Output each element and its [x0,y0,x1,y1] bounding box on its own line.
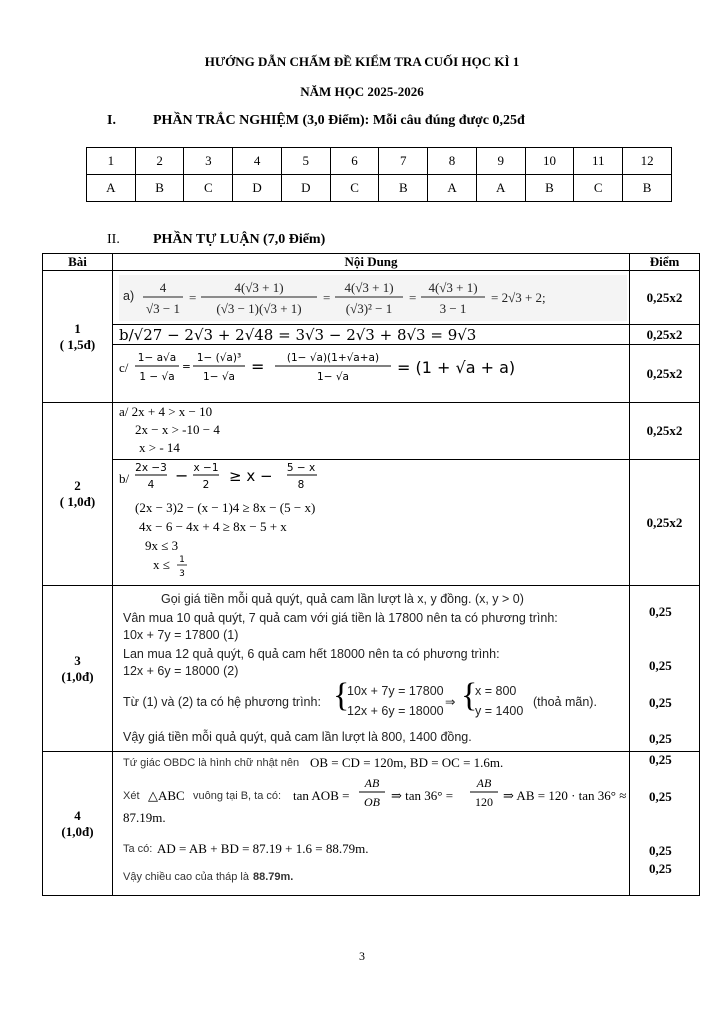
question-number: 5 [281,148,330,175]
bai3-system-eq1: 10x + 7y = 17800 [347,684,444,698]
frac-num: 1− (√a)³ [196,352,242,364]
grading-table [42,253,700,896]
frac-den: 1− √a [317,371,349,383]
bai1-a-equation [141,275,621,321]
left-brace-icon: { [461,677,478,714]
bai4-score: 0,25 [649,861,672,876]
bai1-row-a [43,271,700,325]
frac-num: AB [364,776,380,790]
bai3-line: 12x + 6y = 18000 (2) [123,664,239,678]
bai4-line1-text: Tứ giác OBDC là hình chữ nhật nên [123,757,300,769]
bai3-points: (1,0đ) [61,668,94,684]
bai2-label-cell [43,403,113,586]
svg-text:=: = [409,290,417,305]
frac-num: 4(√3 + 1) [234,280,284,295]
bai2-number: 2 [74,478,81,493]
frac-num: x −1 [193,462,219,474]
bai1-b-content [113,325,630,345]
bai3-score: 0,25 [649,731,672,746]
svg-text:=: = [189,290,197,305]
answer-letter: A [87,175,136,202]
bai2-b-line: 9x ≤ 3 [145,538,179,553]
header-diem: Điểm [630,254,700,271]
bai3-line: 10x + 7y = 17800 (1) [123,628,239,642]
frac-den: 2 [202,479,210,491]
bai3-score: 0,25 [649,604,672,619]
bai1-b-score: 0,25x2 [630,325,700,345]
bai4-triangle: △ABC [148,788,185,803]
bai4-fraction-1 [357,774,387,812]
bai1-a-label: a) [123,289,135,303]
bai3-solution-y: y = 1400 [475,704,524,718]
answer-row [87,175,672,202]
bai3-line: Vân mua 10 quả quýt, 7 quả cam với giá tiền là 17800 nên ta có phương trình: [123,611,558,625]
bai1-points: ( 1,5đ) [59,336,96,352]
frac-den: 8 [297,479,305,491]
bai3-solution-x: x = 800 [475,684,517,698]
page-number: 3 [359,949,365,963]
bai4-line4-math: AD = AB + BD = 87.19 + 1.6 = 88.79m. [157,841,369,856]
section-2-number: II. [107,232,120,247]
bai4-number: 4 [74,807,81,823]
left-brace-icon: { [333,677,350,714]
implies-arrow-icon: ⇒ [445,695,456,709]
answer-key-table [86,147,672,202]
frac-den: 1 − √a [139,371,175,383]
question-number: 1 [87,148,136,175]
answer-letter: D [281,175,330,202]
bai2-b-label: b/ [119,471,130,486]
bai4-line4-text: Ta có: [123,843,153,855]
bai3-number: 3 [74,652,81,668]
frac-den: (√3)² − 1 [345,301,393,316]
answer-letter: B [135,175,184,202]
bai3-line: Gọi giá tiền mỗi quả quýt, quả cam lần lượt là x, y đồng. (x, y > 0) [161,592,524,606]
bai4-tan-expr: tan AOB = [293,788,350,803]
frac-num: (1− √a)(1+√a+a) [286,352,380,364]
bai2-row-b [43,460,700,586]
document-title: HƯỚNG DẪN CHẤM ĐỀ KIỂM TRA CUỐI HỌC KÌ 1 [204,54,520,69]
question-number: 2 [135,148,184,175]
bai4-line1-math: OB = CD = 120m, BD = OC = 1.6m. [310,755,504,770]
frac-num: 4 [159,280,167,295]
header-row [43,254,700,271]
section-2-heading [107,232,325,248]
svg-text:=: = [251,357,265,376]
frac-num: AB [476,776,492,790]
bai1-label-cell [43,271,113,403]
frac-num: 2x −3 [135,462,167,474]
answer-letter: C [184,175,233,202]
bai3-content [113,586,630,752]
bai3-line: Lan mua 12 quả quýt, 6 quả cam hết 18000 nên ta có phương trình: [123,647,500,661]
question-number: 12 [623,148,672,175]
question-number: 3 [184,148,233,175]
bai3-system-eq2: 12x + 6y = 18000 [347,704,444,718]
question-number: 8 [428,148,477,175]
frac-num: 4(√3 + 1) [428,280,478,295]
bai1-a-score: 0,25x2 [630,271,700,325]
bai4-line2-mid: vuông tại B, ta có: [193,790,282,802]
frac-den: 3 − 1 [439,301,467,316]
question-number-row [87,148,672,175]
section-1-title: PHẦN TRẮC NGHIỆM (3,0 Điểm): Mỗi câu đúng được 0,25đ [153,113,525,128]
question-number: 7 [379,148,428,175]
bai1-b-equation: b/√27 − 2√3 + 2√48 = 3√3 − 2√3 + 8√3 = 9√3 [119,326,477,344]
svg-text:−: − [175,466,189,485]
inequality-mid: ≥ x − [229,467,273,485]
answer-letter: A [428,175,477,202]
bai4-content [113,752,630,896]
equation-end: = (1 + √a + a) [397,358,516,377]
bai1-c-content [113,345,630,403]
frac-den: 4 [147,479,155,491]
bai3-row [43,586,700,752]
bai2-a-line: a/ 2x + 4 > x − 10 [119,404,213,419]
answer-letter: B [379,175,428,202]
bai3-label-cell [43,586,113,752]
svg-text:=: = [323,290,331,305]
question-number: 10 [525,148,574,175]
bai4-score: 0,25 [649,843,672,858]
frac-num: 5 − x [286,462,316,474]
bai1-row-b [43,325,700,345]
bai2-b-line: (2x − 3)2 − (x − 1)4 ≥ 8x − (5 − x) [135,500,316,515]
bai4-implies: ⇒ tan 36° = [391,788,454,803]
answer-letter: C [574,175,623,202]
bai4-score-cell [630,752,700,896]
bai4-line5-text: Vậy chiều cao của tháp là [123,871,249,883]
question-number: 9 [476,148,525,175]
bai4-label-cell [43,752,113,896]
bai2-b-inequality [133,460,333,494]
answer-letter: A [476,175,525,202]
answer-letter: C [330,175,379,202]
bai2-b-content [113,460,630,586]
bai2-row-a [43,403,700,460]
bai3-system-intro: Từ (1) và (2) ta có hệ phương trình: [123,695,321,709]
bai2-a-content [113,403,630,460]
header-bai: Bài [43,254,113,271]
frac-den: 3 [179,569,185,579]
answer-letter: B [525,175,574,202]
bai3-note: (thoả mãn). [533,695,597,709]
bai4-row [43,752,700,896]
question-number: 4 [233,148,282,175]
bai2-points: ( 1,0đ) [59,494,96,509]
bai4-fraction-2 [468,774,500,812]
bai2-b-line: 4x − 6 − 4x + 4 ≥ 8x − 5 + x [139,519,287,534]
bai4-score: 0,25 [649,789,672,804]
frac-den: OB [364,795,380,809]
bai1-c-label: c/ [119,360,129,375]
bai4-line2-text: Xét [123,790,140,802]
bai4-ab-result: ⇒ AB = 120 · tan 36° ≈ [503,788,627,803]
bai2-b-score: 0,25x2 [630,460,700,586]
frac-den: 120 [475,795,493,809]
bai4-answer: 88.79m. [253,871,294,883]
answer-letter: D [233,175,282,202]
school-year: NĂM HỌC 2025-2026 [300,84,424,99]
header-noidung: Nội Dung [113,254,630,271]
bai2-a-line: x > - 14 [139,440,180,455]
bai4-points: (1,0đ) [61,823,94,839]
bai2-b-last-fraction [175,552,189,580]
frac-num: 4(√3 + 1) [344,280,394,295]
bai2-b-last-line: x ≤ [153,557,170,572]
frac-den: √3 − 1 [146,301,180,316]
bai3-score: 0,25 [649,658,672,673]
bai1-number: 1 [74,320,81,336]
bai1-row-c [43,345,700,403]
bai1-c-score: 0,25x2 [630,345,700,403]
bai4-score: 0,25 [649,752,672,767]
bai4-line3: 87.19m. [123,810,166,825]
question-number: 6 [330,148,379,175]
question-number: 11 [574,148,623,175]
frac-num: 1− a√a [137,352,177,364]
bai3-conclusion: Vậy giá tiền mỗi quả quýt, quả cam lần lượt là 800, 1400 đồng. [123,730,472,744]
bai1-a-content [113,271,630,325]
bai3-score: 0,25 [649,695,672,710]
bai2-a-line: 2x − x > -10 − 4 [135,422,220,437]
section-1-number: I. [107,113,116,128]
frac-den: (√3 − 1)(√3 + 1) [216,301,302,316]
section-2-title: PHẦN TỰ LUẬN (7,0 Điểm) [153,232,326,247]
svg-text:=: = [182,361,191,373]
bai3-score-cell [630,586,700,752]
bai1-c-equation [133,347,553,395]
section-1-heading [107,113,525,129]
frac-den: 1− √a [203,371,235,383]
answer-letter: B [623,175,672,202]
equation-end: = 2√3 + 2; [491,290,546,305]
bai2-a-score: 0,25x2 [630,403,700,460]
frac-num: 1 [179,555,185,565]
